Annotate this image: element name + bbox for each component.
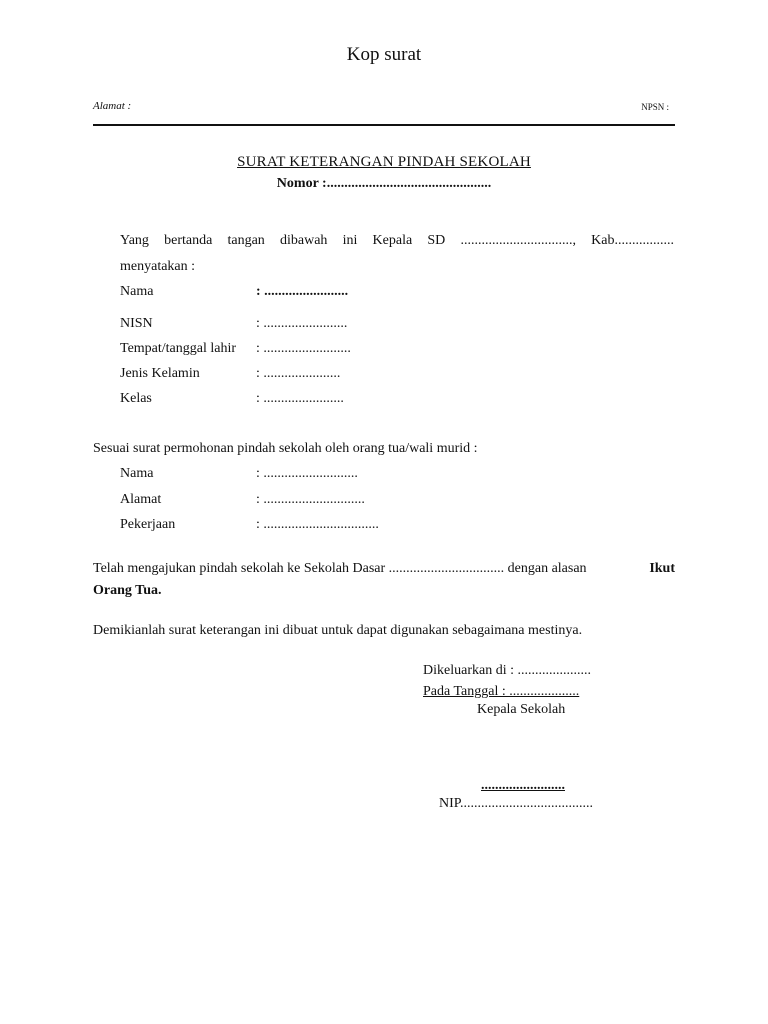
intro-school-blank: ................................,: [460, 233, 576, 248]
letterhead-title: Kop surat: [346, 44, 422, 65]
intro-line: [120, 233, 674, 249]
letterhead-divider: [93, 124, 675, 126]
student-nisn-value: : ........................: [256, 316, 348, 331]
issued-at-line: Dikeluarkan di : .....................: [423, 663, 591, 678]
student-birth-value: : .........................: [256, 341, 351, 356]
student-class-label: Kelas: [120, 391, 152, 406]
document-title: SURAT KETERANGAN PINDAH SEKOLAH: [237, 154, 531, 170]
student-gender-value: : ......................: [256, 366, 341, 381]
guardian-address-label: Alamat: [120, 492, 162, 507]
intro-word: Kepala: [372, 233, 413, 248]
intro-word: bertanda: [164, 233, 213, 248]
guardian-intro: Sesuai surat permohonan pindah sekolah oleh orang tua/wali murid :: [93, 441, 478, 456]
student-gender-label: Jenis Kelamin: [120, 366, 200, 381]
guardian-address-value: : .............................: [256, 492, 365, 507]
guardian-name-label: Nama: [120, 466, 154, 481]
student-name-value: : ........................: [256, 284, 349, 299]
student-birth-label: Tempat/tanggal lahir: [120, 341, 237, 356]
intro-regency-blank: Kab.................: [591, 233, 674, 248]
guardian-name-value: : ...........................: [256, 466, 358, 481]
intro-line-2: menyatakan :: [120, 259, 196, 274]
guardian-job-value: : .................................: [256, 517, 379, 532]
intro-word: dibawah: [279, 233, 328, 248]
date-line: Pada Tanggal : ....................: [423, 684, 580, 699]
intro-word: tangan: [227, 233, 265, 248]
student-class-value: : .......................: [256, 391, 344, 406]
transfer-reason-part1: Ikut: [649, 561, 675, 576]
address-label: Alamat :: [93, 100, 132, 112]
signatory-name-line: ........................: [481, 778, 565, 793]
guardian-job-label: Pekerjaan: [120, 517, 176, 532]
intro-word: ini: [342, 233, 358, 248]
intro-word: SD: [427, 233, 446, 248]
npsn-label: NPSN :: [641, 102, 669, 112]
transfer-statement: [93, 561, 675, 577]
transfer-text: Telah mengajukan pindah sekolah ke Sekolah Dasar ................................. dengan alasan: [93, 561, 587, 576]
student-name-label: Nama: [120, 284, 154, 299]
signatory-nip: NIP......................................: [439, 796, 594, 811]
document-number: Nomor :...............................................: [276, 176, 492, 191]
student-nisn-label: NISN: [120, 316, 153, 331]
closing-statement: Demikianlah surat keterangan ini dibuat untuk dapat digunakan sebagaimana mestinya.: [93, 623, 583, 638]
transfer-reason-part2: Orang Tua.: [93, 583, 162, 598]
intro-word: Yang: [120, 233, 149, 248]
signatory-position: Kepala Sekolah: [477, 702, 566, 717]
